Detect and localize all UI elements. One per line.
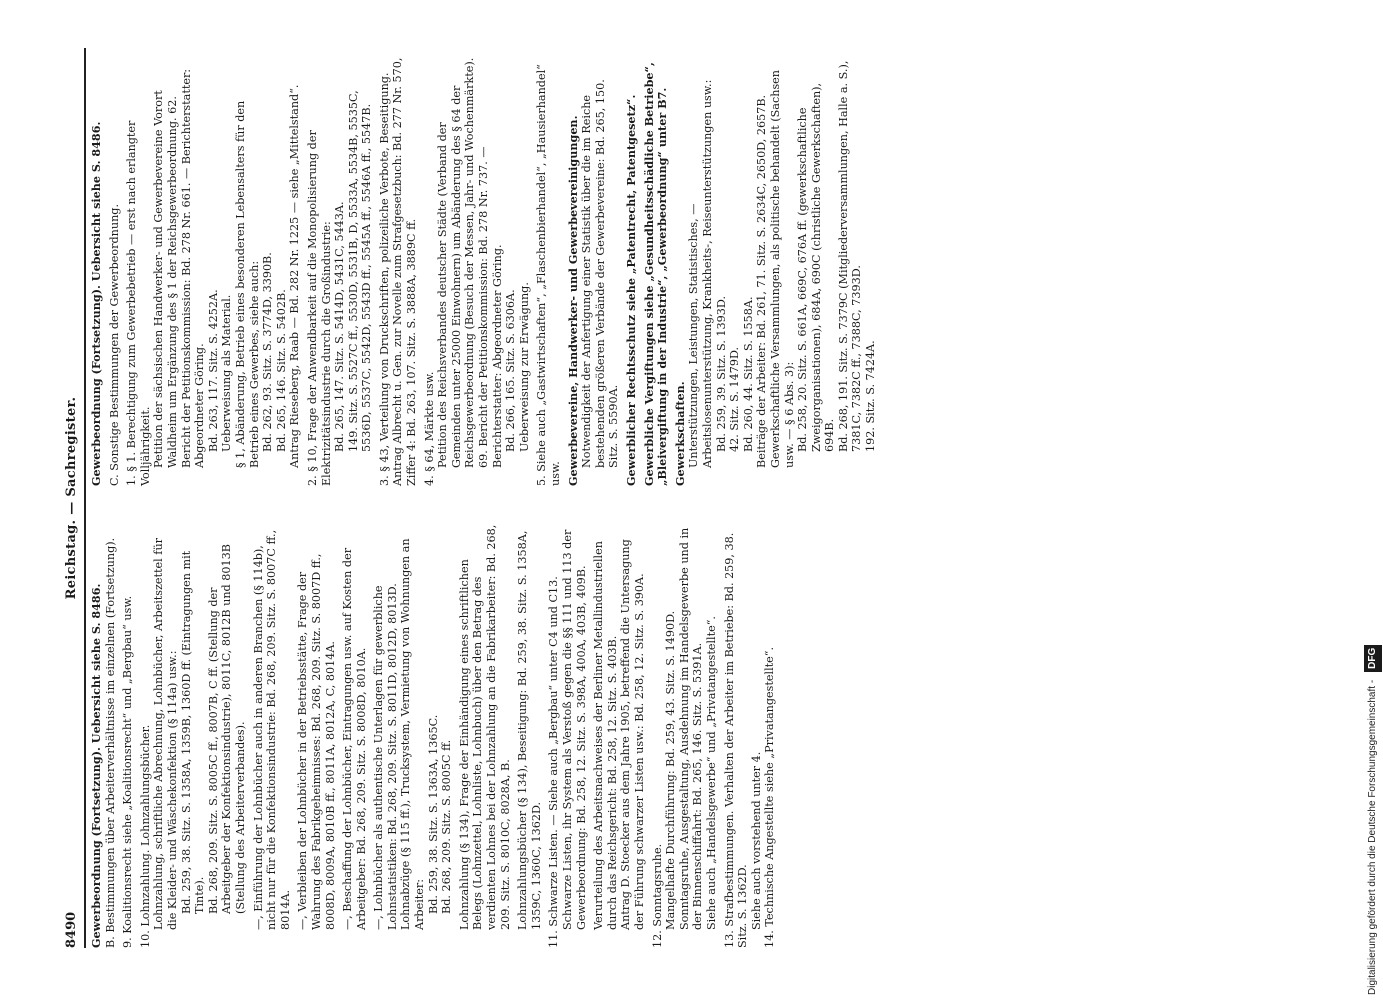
index-entry: 12. Sonntagsruhe.: [650, 843, 664, 948]
index-entry: Bd. 262, 93. Sitz. S. 3774D, 3390B.: [261, 252, 275, 452]
index-entry: Bd. 259, 39. Sitz. S. 1393D.: [714, 295, 728, 452]
index-entry: Bd. 266, 165. Sitz. S. 6306A.: [504, 289, 518, 452]
index-entry: Antrag Rieseberg, Raab — Bd. 282 Nr. 1225 — siehe „Mittelstand“.: [288, 84, 302, 468]
index-entry: Bd. 268, 209. Sitz. S. 8005C ff.: [440, 739, 454, 914]
index-entry: § 1, Abänderung, Betrieb eines besonderen Lebensalters für den Betrieb eines Gewerbes, siehe auch:: [233, 100, 261, 468]
index-entry: 10. Lohnzahlung. Lohnzahlungsbücher.: [138, 724, 152, 948]
index-entry: 42. Sitz. S. 1479D.: [728, 346, 742, 452]
index-entry: Ueberweisung zur Erwägung.: [517, 282, 531, 452]
index-entry: Gewerbeordnung (Fortsetzung). Uebersicht siehe S. 8486.: [89, 121, 103, 486]
index-entry: —, Lohnbücher als authentische Unterlagen für gewerbliche Lohnstatistiken: Bd. 268, 209. Sitz. S. 8011D, 8012D, 8013D.: [372, 583, 399, 930]
index-entry: Siehe auch vorstehend unter 4.: [749, 751, 763, 930]
index-entry: B. Bestimmungen über Arbeiterverhältnisse im einzelnen (Fortsetzung).: [103, 537, 117, 948]
index-entry: 9. Koalitionsrecht siehe „Koalitionsrecht“ und „Bergbau“ usw.: [121, 595, 135, 948]
index-entry: Bd. 265, 146. Sitz. S. 5402B.: [274, 289, 288, 452]
index-entry: Petition des Reichsverbandes deutscher Städte (Verband der Gemeinden unter 25000 Einwohnern) um Abänderung des § 64 der Reichsgewerbeordnung (Besuch der Messen, Jahr- und Wochenmärkte). 69. Bericht der Petitionskommission: Bd. 278 Nr. 737. — Berichterstatter: Abgeordneter Göring.: [436, 57, 504, 468]
index-entry: Petition der sächsischen Handwerker- und Gewerbevereine Vorort Waldheim um Ergänzung des § 1 der Reichsgewerbeordnung. 62. Bericht der Petitionskommission: Bd. 278 Nr. 661. — Berichterstatter: Abgeordneter Göring.: [152, 68, 207, 468]
dfg-side-stamp: [1364, 5, 1382, 995]
index-entry: C. Sonstige Bestimmungen der Gewerbeordnung.: [107, 203, 121, 486]
index-entry: Bd. 259, 38. Sitz. S. 1363A, 1365C.: [426, 714, 440, 914]
index-entry: —, Beschaffung der Lohnbücher, Eintragungen usw. auf Kosten der Arbeitgeber: Bd. 268, 209. Sitz. S. 8008D, 8010A.: [341, 547, 368, 930]
index-entry: Beiträge der Arbeiter: Bd. 261, 71. Sitz. S. 2634C, 2650D, 2657B.: [755, 94, 769, 468]
running-title: Reichstag. — Sachregister.: [64, 396, 79, 600]
index-entry: Lohnzahlung, schriftliche Abrechnung, Lohnbücher, Arbeitszettel für die Kleider- und Wäschekonfektion (§ 114a) usw.:: [152, 538, 179, 930]
index-entry: Notwendigkeit der Anfertigung einer Statistik über die im Reiche bestehenden größeren Verbände der Gewerbevereine: Bd. 265, 150. Sitz. S. 5590A.: [580, 79, 621, 468]
dfg-stamp-text: Digitalisierung gefördert durch die Deutsche Forschungsgemeinschaft -: [1367, 679, 1378, 995]
index-entry: Gewerkschaften.: [672, 381, 687, 486]
right-column: [90, 56, 878, 486]
index-entry: 149. Sitz. S. 5527C ff., 5530D, 5531B, D, 5533A, 5534B, 5535C, 5536D, 5537C, 5542D, 5543D ff., 5545A ff., 5546A ff., 5547B.: [346, 90, 374, 452]
index-entry: 3. § 43, Verteilung von Druckschriften, polizeiliche Verbote, Beseitigung. Antrag Albrecht u. Gen. zur Novelle zum Strafgesetzbuch: Bd. 277 Nr. 570, Ziffer 4: Bd. 263, 107. Sitz. S. 3888A, 3889C ff.: [377, 57, 419, 486]
page-header: [60, 48, 86, 948]
index-entry: 13. Strafbestimmungen. Verhalten der Arbeiter im Betriebe: Bd. 259, 38. Sitz. S. 1362D.: [722, 532, 750, 948]
index-entry: Gewerbevereine, Handwerker- und Gewerbevereinigungen.: [565, 115, 580, 486]
header-rule: [84, 48, 86, 948]
index-entry: 11. Schwarze Listen. — Siehe auch „Bergbau“ unter C4 und C13.: [547, 576, 561, 948]
index-entry: Bd. 265, 147. Sitz. S. 5414D, 5431C, 5443A.: [333, 201, 347, 452]
index-entry: Unterstützungen, Leistungen, Statistisches, — Arbeitslosenunterstützung, Krankheits-, Reiseunterstützungen usw.:: [687, 79, 714, 468]
index-entry: Gewerbliche Vergiftungen siehe „Gesundheitsschädliche Betriebe“, „Bleivergiftung in der Industrie“, „Gewerbeordnung“ unter B7.: [641, 62, 670, 486]
index-entry: Bd. 259, 38. Sitz. S. 1358A, 1359B, 1360D ff. (Eintragungen mit Tinte).: [179, 550, 207, 914]
index-entry: Verurteilung des Arbeitsnachweises der Berliner Metallindustriellen durch das Reichsgericht: Bd. 258, 12. Sitz. S. 403B.: [592, 541, 619, 930]
index-entry: 5. Siehe auch „Gastwirtschaften“, „Flaschenbierhandel“, „Hausierhandel“ usw.: [535, 64, 562, 486]
index-entry: 192. Sitz. S. 7424A.: [864, 340, 878, 452]
rotated-index-page: [60, 48, 1325, 948]
page-number: 8490: [64, 911, 79, 948]
index-entry: Antrag D. Stoecker aus dem Jahre 1905, betreffend die Untersagung der Führung schwarzer Listen usw.: Bd. 258, 12. Sitz. S. 390A.: [619, 539, 646, 930]
index-entry: Ueberweisung als Material.: [220, 294, 234, 452]
dfg-logo: DFG: [1364, 645, 1382, 672]
index-entry: Lohnabzüge (§ 115 ff.), Trucksystem, Vermietung von Wohnungen an Arbeiter:: [399, 538, 427, 930]
index-entry: 14. Technische Angestellte siehe „Privatangestellte“.: [763, 646, 777, 948]
index-entry: Sonntagsruhe, Ausgestaltung, Ausdehnung im Handelsgewerbe und in der Binnenschiffahrt: Bd. 265, 146. Sitz. S. 5391A.: [677, 527, 705, 930]
index-entry: 4. § 64, Märkte usw.: [422, 371, 436, 486]
index-entry: Bd. 263, 117. Sitz. S. 4252A.: [206, 289, 220, 452]
index-entry: 2. § 10, Frage der Anwendbarkeit auf die Monopolisierung der Elektrizitätsindustrie durch die Großindustrie:: [305, 130, 333, 486]
index-entry: Gewerkschaftliche Versammlungen, als politische behandelt (Sachsen usw. — § 6 Abs. 3):: [768, 69, 796, 468]
index-entry: Mangelhafte Durchführung: Bd. 259, 43. Sitz. S. 1490D.: [664, 610, 678, 930]
index-entry: Lohnzahlung (§ 134), Frage der Einhändigung eines schriftlichen Belegs (Lohnzettel, Lohnliste, Lohnbuch) über den Betrag des verdienten Lohnes bei der Lohnzahlung an die Fabrikarbeiter: Bd. 268, 209. Sitz. S. 8010C, 8028A, B.: [457, 524, 512, 930]
index-entry: Siehe auch „Handelsgewerbe“ und „Privatangestellte“.: [704, 616, 718, 930]
index-entry: Lohnzahlungsbücher (§ 134), Beseitigung: Bd. 259, 38. Sitz. S. 1358A, 1359C, 1360C, 1362D.: [516, 530, 543, 930]
index-entry: Gewerbeordnung (Fortsetzung). Uebersicht siehe S. 8486.: [89, 583, 103, 948]
left-column: [90, 518, 777, 948]
index-entry: —, Verbleiben der Lohnbücher in der Betriebsstätte, Frage der Wahrung des Fabrikgeheimnisses: Bd. 268, 209. Sitz. S. 8007D ff., 8008D, 8009A, 8010B ff., 8011A, 8012A, C, 8014A.: [296, 553, 337, 930]
index-entry: Gewerblicher Rechtsschutz siehe „Patentrecht, Patentgesetz“.: [623, 94, 638, 486]
index-entry: Bd. 268, 191. Sitz. S. 7379C (Mitgliederversammlungen, Halle a. S.), 7381C, 7382C ff., 7388C, 7393D.: [836, 60, 864, 452]
index-entry: Schwarze Listen, ihr System als Verstoß gegen die §§ 111 und 113 der Gewerbeordnung: Bd. 258, 12. Sitz. S. 398A, 400A, 403B, 409B.: [561, 529, 588, 930]
index-entry: Bd. 260, 44. Sitz. S. 1558A.: [741, 296, 755, 452]
index-entry: Bd. 258, 20. Sitz. S. 661A, 669C, 676A ff. (gewerkschaftliche Zweigorganisationen), 684A, 690C (christliche Gewerkschaften), 694B.: [796, 82, 837, 452]
index-entry: 1. § 1. Berechtigung zum Gewerbebetrieb — erst nach erlangter Volljährigkeit.: [125, 120, 152, 486]
index-entry: —, Einführung der Lohnbücher auch in anderen Branchen (§ 114b), nicht nur für die Konfektionsindustrie: Bd. 268, 209. Sitz. S. 8007C ff., 8014A.: [251, 529, 292, 930]
index-entry: Bd. 268, 209. Sitz. S. 8005C ff., 8007B, C ff. (Stellung der Arbeitgeber der Konfektionsindustrie), 8011C, 8012B und 8013B (Stellung des Arbeiterverbandes).: [206, 544, 247, 914]
